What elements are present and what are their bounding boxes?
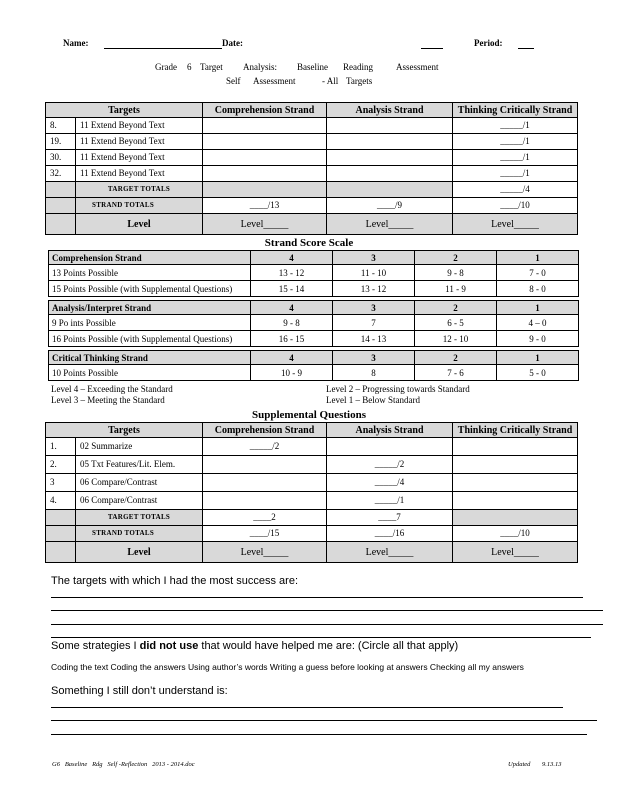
strand-total-comprehension[interactable]: ____/13 bbox=[203, 198, 327, 214]
footer-updated-date: 9.13.13 bbox=[542, 761, 562, 768]
table-row: 1. 02 Summarize _____/2 bbox=[46, 438, 578, 456]
score-field[interactable]: _____/1 bbox=[453, 150, 578, 166]
period-field[interactable] bbox=[518, 48, 534, 49]
level-4-legend: Level 4 – Exceeding the Standard bbox=[51, 384, 173, 394]
scale-section-header: Critical Thinking Strand 4 3 2 1 bbox=[49, 351, 579, 365]
col-header-comprehension: Comprehension Strand bbox=[203, 103, 327, 118]
strategy-options[interactable]: Coding the text Coding the answers Using author’s words Writing a guess before looking at answers Checking all my answers bbox=[51, 662, 524, 672]
answer-line[interactable] bbox=[51, 597, 583, 598]
table-row: 19. 11 Extend Beyond Text _____/1 bbox=[46, 134, 578, 150]
period-label: Period: bbox=[474, 38, 503, 48]
strand-total-analysis[interactable]: ____/16 bbox=[327, 526, 453, 542]
table-row: 32. 11 Extend Beyond Text _____/1 bbox=[46, 166, 578, 182]
score-field[interactable]: _____/4 bbox=[327, 474, 453, 492]
level-field[interactable]: Level_____ bbox=[453, 214, 578, 235]
date-label: Date: bbox=[222, 38, 243, 48]
strand-score-scale bbox=[48, 250, 579, 381]
level-field[interactable]: Level_____ bbox=[203, 542, 327, 563]
table-row: 4. 06 Compare/Contrast _____/1 bbox=[46, 492, 578, 510]
footer-filename: G6 Baseline Rdg Self -Reflection 2013 - 2014.doc bbox=[52, 761, 195, 768]
table-row: 3 06 Compare/Contrast _____/4 bbox=[46, 474, 578, 492]
success-question: The targets with which I had the most success are: bbox=[51, 575, 299, 587]
target-totals-row: TARGET TOTALS _____/4 bbox=[46, 182, 578, 198]
name-field[interactable] bbox=[104, 48, 222, 49]
col-header-analysis: Analysis Strand bbox=[327, 423, 453, 438]
level-2-legend: Level 2 – Progressing towards Standard bbox=[326, 384, 470, 394]
scale-row: 9 Po ints Possible 9 - 8 7 6 - 5 4 – 0 bbox=[49, 315, 579, 331]
target-total-comprehension[interactable]: ____2 bbox=[203, 510, 327, 526]
level-field[interactable]: Level_____ bbox=[203, 214, 327, 235]
answer-line[interactable] bbox=[51, 624, 603, 625]
score-field[interactable] bbox=[203, 492, 327, 510]
score-field[interactable]: _____/1 bbox=[327, 492, 453, 510]
targets-table bbox=[45, 102, 578, 235]
strand-total-thinking[interactable]: ____/10 bbox=[453, 198, 578, 214]
answer-line[interactable] bbox=[51, 637, 591, 638]
footer-updated-label: Updated bbox=[508, 761, 531, 768]
level-field[interactable]: Level_____ bbox=[327, 542, 453, 563]
understand-question: Something I still don’t understand is: bbox=[51, 685, 228, 697]
strand-total-analysis[interactable]: ____/9 bbox=[327, 198, 453, 214]
score-field[interactable]: _____/2 bbox=[327, 456, 453, 474]
level-field[interactable]: Level_____ bbox=[453, 542, 578, 563]
score-field[interactable] bbox=[203, 456, 327, 474]
col-header-targets: Targets bbox=[46, 103, 203, 118]
scale-section-header: Analysis/Interpret Strand 4 3 2 1 bbox=[49, 301, 579, 315]
scale-row: 10 Points Possible 10 - 9 8 7 - 6 5 - 0 bbox=[49, 365, 579, 381]
col-header-thinking: Thinking Critically Strand bbox=[453, 423, 578, 438]
score-field[interactable]: _____/1 bbox=[453, 166, 578, 182]
date-field[interactable] bbox=[421, 48, 443, 49]
supplemental-table bbox=[45, 422, 578, 563]
answer-line[interactable] bbox=[51, 610, 603, 611]
target-total-field[interactable]: _____/4 bbox=[453, 182, 578, 198]
score-field[interactable]: _____/2 bbox=[203, 438, 327, 456]
strand-totals-row: STRAND TOTALS ____/15 ____/16 ____/10 bbox=[46, 526, 578, 542]
level-3-legend: Level 3 – Meeting the Standard bbox=[51, 395, 165, 405]
level-1-legend: Level 1 – Below Standard bbox=[326, 395, 420, 405]
level-field[interactable]: Level_____ bbox=[327, 214, 453, 235]
table-row: 8. 11 Extend Beyond Text _____/1 bbox=[46, 118, 578, 134]
level-row: Level Level_____ Level_____ Level_____ bbox=[46, 214, 578, 235]
col-header-analysis: Analysis Strand bbox=[327, 103, 453, 118]
answer-line[interactable] bbox=[51, 707, 563, 708]
table-row: 2. 05 Txt Features/Lit. Elem. _____/2 bbox=[46, 456, 578, 474]
scale-title: Strand Score Scale bbox=[264, 237, 354, 249]
level-row: Level Level_____ Level_____ Level_____ bbox=[46, 542, 578, 563]
col-header-comprehension: Comprehension Strand bbox=[203, 423, 327, 438]
score-field[interactable] bbox=[203, 474, 327, 492]
col-header-thinking: Thinking Critically Strand bbox=[453, 103, 578, 118]
scale-row: 16 Points Possible (with Supplemental Questions) 16 - 15 14 - 13 12 - 10 9 - 0 bbox=[49, 331, 579, 347]
answer-line[interactable] bbox=[51, 734, 587, 735]
table-row: 30. 11 Extend Beyond Text _____/1 bbox=[46, 150, 578, 166]
score-field[interactable]: _____/1 bbox=[453, 134, 578, 150]
strategies-question: Some strategies I did not use that would have helped me are: (Circle all that apply) bbox=[51, 640, 459, 652]
score-field[interactable] bbox=[327, 438, 453, 456]
strand-totals-row: STRAND TOTALS ____/13 ____/9 ____/10 bbox=[46, 198, 578, 214]
name-label: Name: bbox=[63, 38, 89, 48]
scale-row: 15 Points Possible (with Supplemental Questions) 15 - 14 13 - 12 11 - 9 8 - 0 bbox=[49, 281, 579, 297]
target-totals-row: TARGET TOTALS ____2 ____7 bbox=[46, 510, 578, 526]
target-total-analysis[interactable]: ____7 bbox=[327, 510, 453, 526]
score-field[interactable]: _____/1 bbox=[453, 118, 578, 134]
answer-line[interactable] bbox=[51, 720, 597, 721]
strand-total-thinking[interactable]: ____/10 bbox=[453, 526, 578, 542]
col-header-targets: Targets bbox=[46, 423, 203, 438]
strand-total-comprehension[interactable]: ____/15 bbox=[203, 526, 327, 542]
scale-section-header: Comprehension Strand 4 3 2 1 bbox=[49, 251, 579, 265]
scale-row: 13 Points Possible 13 - 12 11 - 10 9 - 8 7 - 0 bbox=[49, 265, 579, 281]
supplemental-title: Supplemental Questions bbox=[252, 409, 366, 421]
